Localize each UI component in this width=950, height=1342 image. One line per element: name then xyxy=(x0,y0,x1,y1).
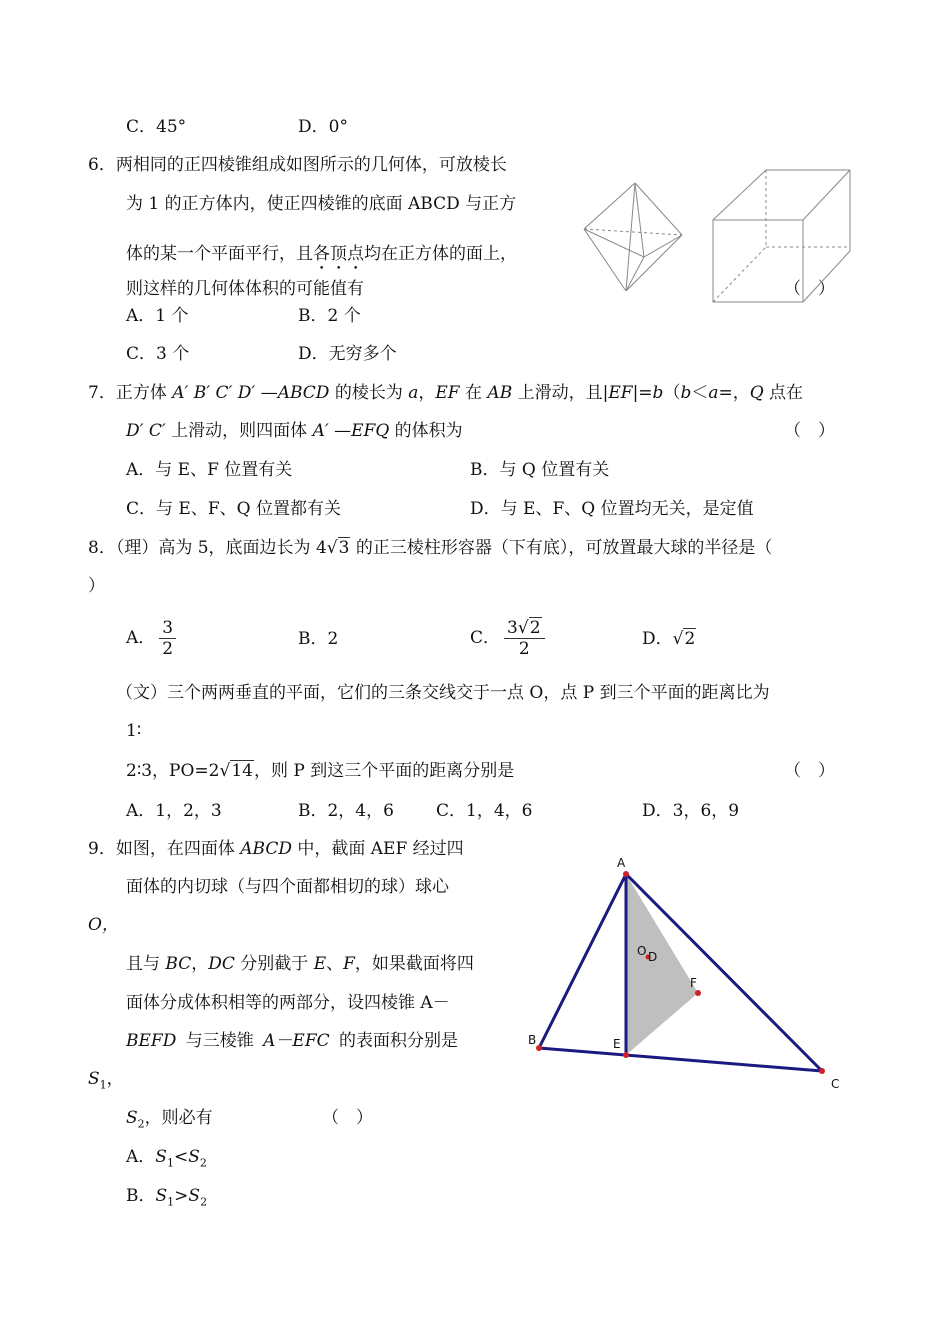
q7-t3: 在 xyxy=(459,383,488,403)
q8-option-c xyxy=(470,614,549,662)
point-f xyxy=(695,990,701,996)
point-a xyxy=(623,871,629,877)
point-c xyxy=(819,1068,825,1074)
q9-a-sub1: 1 xyxy=(166,1156,174,1170)
q6-text-3c: 均在正方体的面上， xyxy=(364,244,517,264)
q9-dc: DC xyxy=(208,954,235,974)
label-f: F xyxy=(690,976,697,990)
q9-t4e: ，如果截面将四 xyxy=(354,954,474,974)
q8-c-rad: 2 xyxy=(529,618,541,638)
q9-b-s2: S xyxy=(188,1186,201,1206)
q6-line-4: 则这样的几何体体积的可能值有 xyxy=(126,279,364,299)
q9-t8c: ，则必有 xyxy=(144,1108,213,1128)
q8-wen-line-1: （文）三个两两垂直的平面，它们的三条交线交于一点 O，点 P 到三个平面的距离比为 xyxy=(116,683,770,703)
q7-t7: =， xyxy=(718,383,750,403)
q9-t7c: ， xyxy=(106,1069,124,1089)
q9-t4a: 且与 xyxy=(126,954,166,974)
q8-line-2: ） xyxy=(88,576,105,596)
q7-t8: 点在 xyxy=(763,383,804,403)
q8-c-sqrt: √2 xyxy=(517,618,541,638)
octahedron-figure xyxy=(580,175,690,297)
q8-answer-paren: （ ） xyxy=(784,761,835,781)
q8-a-fraction xyxy=(159,618,176,659)
q8-d-label: D． xyxy=(642,629,673,649)
q9-befd: BEFD xyxy=(126,1031,177,1051)
q8-wen-option-b: B．2，4，6 xyxy=(298,801,394,821)
q9-t6b: 与三棱锥 xyxy=(176,1031,264,1051)
q7-efq: EFQ xyxy=(351,421,390,441)
q8-wen-option-d: D．3，6，9 xyxy=(642,801,740,821)
q7-ef2: EF xyxy=(608,383,633,403)
q7-answer-paren: （ ） xyxy=(784,421,835,441)
q9-t4b: ， xyxy=(191,954,209,974)
q9-t4c: 分别截于 xyxy=(234,954,314,974)
q8-sqrt3: √3 xyxy=(326,538,350,558)
label-e: E xyxy=(613,1037,621,1051)
q7-a-prime: A′ xyxy=(312,421,329,441)
q7-line-1 xyxy=(88,382,803,404)
q9-s: S xyxy=(88,1069,100,1089)
point-e xyxy=(623,1052,629,1058)
label-o: O xyxy=(637,944,647,958)
q6-option-b: B．2 个 xyxy=(298,306,361,326)
q9-b-label: B． xyxy=(126,1186,156,1206)
q7-option-d: D．与 E、F、Q 位置均无关，是定值 xyxy=(470,499,754,519)
q6-answer-paren: （ ） xyxy=(784,279,835,299)
q7-t9: 上滑动，则四面体 xyxy=(165,421,313,441)
q6-option-d: D．无穷多个 xyxy=(298,344,397,364)
edge-bc xyxy=(539,1048,822,1071)
q5-option-c: C．45° xyxy=(126,117,187,137)
q9-s1-sub: 1 xyxy=(99,1078,107,1092)
q7-t10: 的体积为 xyxy=(389,421,463,441)
q7-dash2: — xyxy=(328,421,352,441)
q8-wen-option-a: A．1，2，3 xyxy=(126,801,222,821)
q5-option-d: D．0° xyxy=(298,117,348,137)
label-b: B xyxy=(528,1033,537,1047)
q7-number: 7． xyxy=(88,383,116,403)
q9-line-1 xyxy=(88,838,464,860)
q9-b-op: > xyxy=(174,1186,189,1206)
q6-option-c: C．3 个 xyxy=(126,344,190,364)
q7-ef: EF xyxy=(435,383,460,403)
q7-var-a2: a xyxy=(708,383,719,403)
q9-line-7 xyxy=(88,1068,124,1096)
q8-number: 8． xyxy=(88,538,116,558)
q6-line-3 xyxy=(126,243,517,274)
q7-var-a: a xyxy=(408,383,419,403)
q9-line-3: O， xyxy=(88,915,119,935)
q8-option-d xyxy=(642,628,696,650)
q7-option-a: A．与 E、F 位置有关 xyxy=(126,460,293,480)
label-a: A xyxy=(617,856,626,870)
q9-line-8 xyxy=(126,1107,213,1135)
q8-sqrt14: √14 xyxy=(219,761,253,781)
q9-answer-paren: （ ） xyxy=(322,1108,373,1128)
q8-c-den: 2 xyxy=(518,639,530,659)
q8-option-a xyxy=(126,614,180,662)
q9-t6d: 的表面积分别是 xyxy=(329,1031,459,1051)
q8-w3b: ，则 P 到这三个平面的距离分别是 xyxy=(253,761,515,781)
q9-t4d: 、 xyxy=(326,954,344,974)
label-c: C xyxy=(831,1077,840,1091)
q8-c-num xyxy=(504,618,545,639)
q9-b-sub1: 1 xyxy=(167,1195,175,1209)
q9-b-s1: S xyxy=(155,1186,168,1206)
q8-a-label: A． xyxy=(126,628,156,648)
q9-b-sub2: 2 xyxy=(200,1195,208,1209)
q8-sqrt14-rad: 14 xyxy=(231,761,253,781)
q6-text-1: 两相同的正四棱锥组成如图所示的几何体，可放棱长 xyxy=(115,155,507,175)
q6-line-1 xyxy=(88,154,507,176)
q6-text-3a: 体的某一个平面平行，且 xyxy=(126,244,313,264)
q8-c-coef: 3 xyxy=(507,618,518,638)
q6-number: 6． xyxy=(88,155,116,175)
q9-e: E xyxy=(313,954,327,974)
edge-ab xyxy=(539,874,626,1048)
q8-c-label: C． xyxy=(470,628,501,648)
q8-wen-line-3 xyxy=(126,760,514,782)
q8-wen-option-c: C．1，4，6 xyxy=(436,801,533,821)
q9-number: 9． xyxy=(88,839,116,859)
q8-a-num: 3 xyxy=(159,618,176,639)
section-aef xyxy=(626,874,698,1055)
label-d: D xyxy=(648,950,658,964)
q8-d-sqrt: √2 xyxy=(672,629,696,649)
q9-bc: BC xyxy=(165,954,192,974)
q7-option-b: B．与 Q 位置有关 xyxy=(470,460,610,480)
q9-t2: 中，截面 AEF 经过四 xyxy=(291,839,464,859)
q9-a-s1: S xyxy=(155,1147,167,1167)
q7-t6: （ xyxy=(663,383,681,403)
q8-option-b: B．2 xyxy=(298,629,339,649)
q7-dash: — xyxy=(255,383,278,403)
q9-s2-sub: 2 xyxy=(137,1117,145,1131)
q8-t2: 的正三棱柱形容器（下有底），可放置最大球的半径是（ xyxy=(350,538,773,558)
q7-var-b2: b xyxy=(680,383,692,403)
q9-f: F xyxy=(343,954,355,974)
cube-figure xyxy=(708,165,856,307)
q8-w3a: 2∶3，PO=2 xyxy=(126,761,220,781)
q7-t2: 的棱长为 xyxy=(329,383,409,403)
q7-lt: ＜ xyxy=(691,383,709,403)
q7-comma: ， xyxy=(418,383,436,403)
q7-var-b: b xyxy=(652,383,664,403)
q7-cube-top: A′ B′ C′ D′ xyxy=(172,383,256,403)
q8-line-1 xyxy=(88,537,772,559)
q9-option-a xyxy=(126,1146,207,1174)
q7-t4: 上滑动，且| xyxy=(512,383,609,403)
q8-a-den: 2 xyxy=(162,639,174,659)
q9-s-2: S xyxy=(126,1108,138,1128)
q8-sqrt3-rad: 3 xyxy=(338,538,350,558)
q6-option-a: A．1 个 xyxy=(126,306,189,326)
q6-emphasis: 各顶点 xyxy=(313,244,364,264)
q8-t1: （理）高为 5，底面边长为 4 xyxy=(115,538,327,558)
q6-line-2: 为 1 的正方体内，使正四棱锥的底面 ABCD 与正方 xyxy=(126,194,517,214)
q9-t1: 如图，在四面体 xyxy=(115,839,241,859)
q9-option-b xyxy=(126,1185,207,1213)
q7-var-q: Q xyxy=(749,383,764,403)
q7-cube-bottom: ABCD xyxy=(277,383,330,403)
q8-c-fraction xyxy=(504,618,545,659)
q9-abcd: ABCD xyxy=(240,839,292,859)
q9-line-6 xyxy=(126,1030,458,1052)
q7-t1: 正方体 xyxy=(115,383,173,403)
q7-dc: D′ C′ xyxy=(126,421,166,441)
q7-option-c: C．与 E、F、Q 位置都有关 xyxy=(126,499,341,519)
q7-t5: |= xyxy=(632,383,653,403)
tetrahedron-figure xyxy=(520,850,850,1095)
q7-ab: AB xyxy=(487,383,513,403)
q9-a-label: A． xyxy=(126,1147,156,1167)
q9-a-op: < xyxy=(173,1147,189,1167)
q8-d-rad: 2 xyxy=(684,629,696,649)
q9-a-s2: S xyxy=(188,1147,200,1167)
q9-a-sub2: 2 xyxy=(199,1156,207,1170)
point-b xyxy=(536,1045,542,1051)
q8-wen-line-2: 1∶ xyxy=(126,721,142,741)
q9-line-4 xyxy=(126,953,474,975)
q9-aefc: A－EFC xyxy=(263,1031,330,1051)
q7-line-2 xyxy=(126,420,463,442)
q9-line-5: 面体分成体积相等的两部分，设四棱锥 A－ xyxy=(126,993,450,1013)
q9-line-2: 面体的内切球（与四个面都相切的球）球心 xyxy=(126,877,449,897)
